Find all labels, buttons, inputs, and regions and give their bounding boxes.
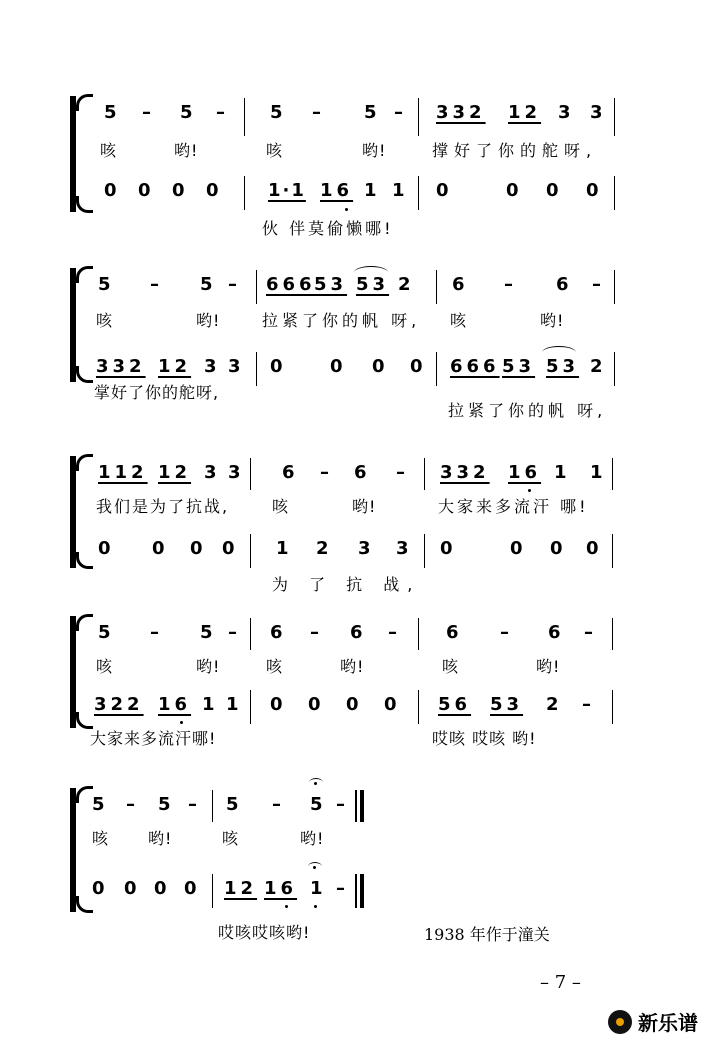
note: 332 [436,102,486,123]
note: 0 [92,878,105,899]
lyric: 大家来多流汗哪! [90,729,217,748]
note: 1 [310,878,323,899]
note: 0 [270,356,283,377]
note: 6 [548,622,561,643]
note: – [216,102,225,123]
note: 6 [282,462,295,483]
composition-note: 1938 年作于潼关 [424,925,550,944]
lyric: 咳 [266,141,284,160]
note: – [142,102,151,123]
fermata [309,778,323,787]
page-number: – 7 – [540,972,581,993]
lyric: 哟! [196,311,221,330]
octave-dot-below [285,905,288,908]
note: – [150,274,159,295]
note: 12 [158,462,192,483]
note: 0 [372,356,385,377]
note: – [150,622,159,643]
note: 0 [586,180,599,201]
upper-lyrics [0,136,710,166]
note: – [312,102,321,123]
lyric: 咳 [96,311,114,330]
note: 0 [346,694,359,715]
note: 2 [590,356,603,377]
note: – [310,622,319,643]
note: 16 [508,462,542,483]
note: 0 [546,180,559,201]
note: 332 [96,356,146,377]
lyric: 哟! [174,141,199,160]
upper-notes [0,618,710,648]
note: 5 [104,102,117,123]
note: 53 [314,274,348,295]
note: – [394,102,403,123]
lower-lyrics [0,214,710,244]
vinyl-disc-icon [608,1010,632,1034]
note: 6 [350,622,363,643]
note: 6 [446,622,459,643]
lyric: 哟! [196,657,221,676]
note: – [582,694,591,715]
note: 5 [98,274,111,295]
note: – [272,794,281,815]
note: – [228,274,237,295]
note: 1 [590,462,603,483]
lyric: 哟! [540,311,565,330]
lower-lyrics [0,570,710,600]
note: 6 [452,274,465,295]
note: – [500,622,509,643]
octave-dot-below [314,905,317,908]
note: 16 [320,180,354,201]
upper-notes [0,270,710,300]
lyric: 撑好了你的舵呀, [432,141,598,160]
note: 0 [154,878,167,899]
lyric: 咳 [96,657,114,676]
note: 0 [308,694,321,715]
note: 53 [490,694,524,715]
note: 0 [270,694,283,715]
note: 6 [354,462,367,483]
lyric: 我们是为了抗战, [96,497,230,516]
note: 53 [502,356,536,377]
note: – [504,274,513,295]
lyric: 拉紧了你的帆 呀, [448,401,607,420]
note: 3 [204,356,217,377]
note: 1·1 [268,180,306,201]
fermata [308,862,322,871]
note: 1 [392,180,405,201]
note: 2 [546,694,559,715]
note: 12 [158,356,192,377]
lyric: 咳 [272,497,290,516]
logo-text: 新乐谱 [638,1011,698,1035]
lyric: 拉紧了你的帆 呀, [262,311,421,330]
lyric: 哟! [352,497,377,516]
note: – [388,622,397,643]
note: 5 [158,794,171,815]
note: 5 [270,102,283,123]
upper-lyrics [0,492,710,522]
note: 0 [138,180,151,201]
lower-notes [0,690,710,720]
note: 53 [356,274,390,295]
note: 2 [316,538,329,559]
lyric: 哟! [536,657,561,676]
note: 666 [450,356,500,377]
note: 0 [190,538,203,559]
lyric: 咳 [450,311,468,330]
note: 3 [358,538,371,559]
upper-notes [0,98,710,128]
lower-notes [0,176,710,206]
lyric: 咳 [222,829,240,848]
lyric: 哎咳 哎咳 哟! [432,729,537,748]
note: – [396,462,405,483]
upper-notes [0,458,710,488]
note: 3 [558,102,571,123]
note: 16 [158,694,192,715]
note: 5 [180,102,193,123]
note: 3 [590,102,603,123]
note: – [336,878,345,899]
note: 6 [270,622,283,643]
lower-lyrics-right [0,396,710,426]
note: 3 [204,462,217,483]
lyric: 哟! [340,657,365,676]
note: 5 [226,794,239,815]
note: 5 [364,102,377,123]
note: 5 [310,794,323,815]
lyric: 伙 伴莫偷懒哪! [262,219,394,238]
note: – [126,794,135,815]
note: 0 [550,538,563,559]
note: 0 [330,356,343,377]
note: 0 [222,538,235,559]
upper-lyrics [0,306,710,336]
note: 0 [440,538,453,559]
note: 112 [98,462,148,483]
note: 3 [396,538,409,559]
note: – [336,794,345,815]
upper-lyrics [0,652,710,682]
note: 0 [586,538,599,559]
note: 0 [184,878,197,899]
lower-notes [0,534,710,564]
note: 0 [410,356,423,377]
note: 0 [172,180,185,201]
note: 0 [104,180,117,201]
lyric: 掌好了你的舵呀, [94,383,220,402]
lyric: 哟! [148,829,173,848]
note: 12 [508,102,542,123]
note: 0 [152,538,165,559]
note: 53 [546,356,580,377]
note: 1 [276,538,289,559]
lyric: 哟! [300,829,325,848]
lyric: 哎咳哎咳哟! [218,923,311,942]
note: – [592,274,601,295]
lyric: 咳 [266,657,284,676]
note: 666 [266,274,316,295]
note: – [188,794,197,815]
lyric: 咳 [442,657,460,676]
note: 1 [226,694,239,715]
note: 0 [124,878,137,899]
note: 1 [364,180,377,201]
note: 0 [436,180,449,201]
note: 0 [98,538,111,559]
note: 0 [510,538,523,559]
note: – [584,622,593,643]
note: 5 [98,622,111,643]
upper-lyrics [0,824,710,854]
note: 6 [556,274,569,295]
lower-lyrics [0,918,710,948]
note: 332 [440,462,490,483]
note: 1 [202,694,215,715]
note: 5 [200,274,213,295]
note: 56 [438,694,472,715]
note: 0 [206,180,219,201]
note: 322 [94,694,144,715]
note: 0 [506,180,519,201]
note: 5 [92,794,105,815]
note: 16 [264,878,298,899]
note: – [320,462,329,483]
site-logo [608,1007,698,1036]
lyric: 咳 [92,829,110,848]
lower-lyrics [0,724,710,754]
upper-notes [0,790,710,820]
note: 0 [384,694,397,715]
octave-dot-below [345,208,348,211]
note: 1 [554,462,567,483]
lyric: 哟! [362,141,387,160]
note: 2 [398,274,411,295]
lower-notes [0,874,710,904]
note: 5 [200,622,213,643]
lyric: 咳 [100,141,118,160]
note: – [228,622,237,643]
note: 12 [224,878,258,899]
note: 3 [228,462,241,483]
note: 3 [228,356,241,377]
lyric: 为 了 抗 战, [272,575,421,594]
lyric: 大家来多流汗 哪! [438,497,589,516]
